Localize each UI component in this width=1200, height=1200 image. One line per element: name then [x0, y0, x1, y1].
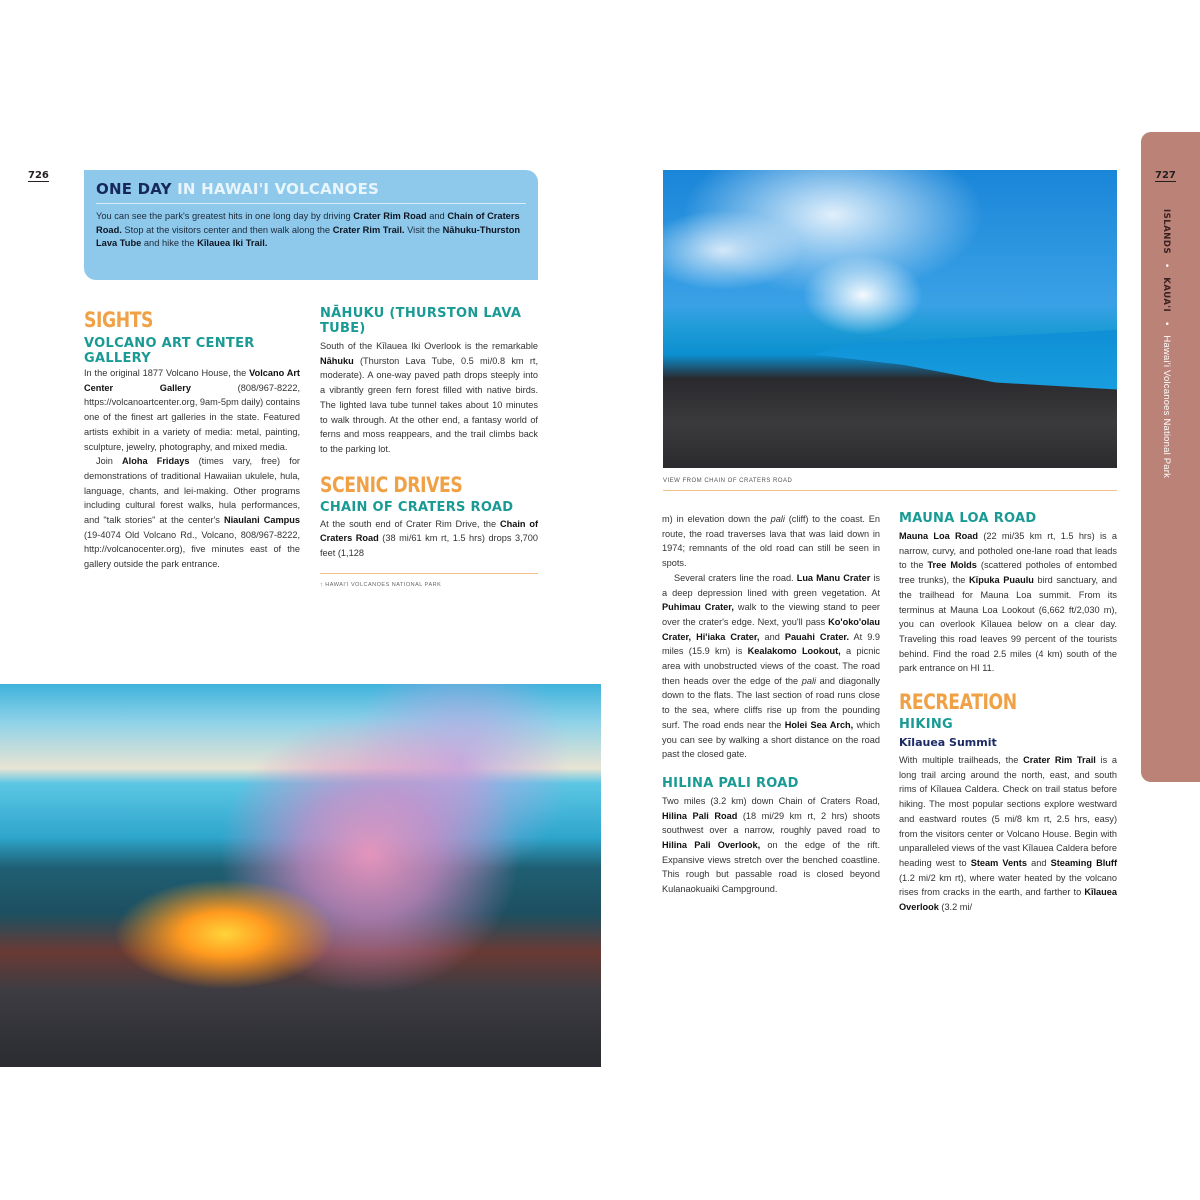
bold-term: Crater Rim Road: [353, 211, 427, 221]
bold-term: Tree Molds: [927, 560, 977, 571]
one-day-body: You can see the park's greatest hits in one long day by driving Crater Rim Road and Chain of Craters Road. Stop at the visitors center and then walk along the Crater Rim Trail. Visit the Nāhuku-Thurston Lava Tube and hike the Kīlauea Iki Trail.: [96, 211, 521, 248]
heading-nahuku: NĀHUKU (THURSTON LAVA TUBE): [320, 306, 522, 336]
italic-term: pali: [801, 675, 817, 686]
heading-hilina-pali-road: HILINA PALI ROAD: [662, 775, 799, 791]
paragraph: With multiple trailheads, the Crater Rim Trail is a long trail arcing around the north, east, and south rims of Kīlauea Caldera. Check on trail status before hiking. The most popular sections explore westward and eastward routes (5 mi/8 km rt, 2.5 hrs, easy) from the visitors center or Volcano House. Begin with unparalleled views of the vast Kīlauea Caldera before heading west to Steam Vents and Steaming Bluff (1.2 mi/2 km rt), where water heated by the volcano rises from cracks in the earth, and farther to Kīlauea Overlook (3.2 mi/: [899, 755, 1118, 913]
bold-term: Lua Manu Crater: [796, 572, 871, 583]
one-day-sidebar: [84, 170, 538, 280]
heading-volcano-art-center: VOLCANO ART CENTER GALLERY: [84, 336, 255, 366]
column-4: [899, 511, 1117, 915]
photo-lava-coast: [663, 170, 1117, 468]
bold-term: Niaulani Campus: [223, 515, 300, 526]
heading-recreation: RECREATION: [899, 690, 1017, 715]
one-day-title: [96, 179, 526, 199]
paragraph: At the south end of Crater Rim Drive, the Chain of Craters Road (38 mi/61 km rt, 1.5 hrs) drops 3,700 feet (1,128: [320, 518, 539, 559]
paragraph: In the original 1877 Volcano House, the Volcano Art Center Gallery (808/967-8222, https://volcanoartcenter.org, 9am-5pm daily) contains one of the finest art galleries in the state. Featured artists exhibit in a variety of media: metal, painting, sculpture, jewelry, photography, and mixed media.: [84, 368, 301, 452]
italic-term: pali: [770, 514, 785, 524]
bold-term: Chain of Craters Road.: [96, 211, 520, 235]
bold-term: Crater Rim Trail.: [332, 224, 405, 235]
bold-term: Puhimau Crater,: [662, 602, 734, 613]
bold-term: Kealakomo Lookout,: [747, 646, 841, 657]
bold-term: Kīpuka Puaulu: [969, 575, 1034, 586]
photo-credit: ↑ HAWAI'I VOLCANOES NATIONAL PARK: [320, 581, 442, 588]
bold-term: Aloha Fridays: [122, 456, 190, 467]
page-number-left: 726: [28, 170, 49, 181]
divider: [96, 203, 526, 204]
photo-caption: VIEW FROM CHAIN OF CRATERS ROAD: [663, 478, 793, 484]
section-label: ISLANDS: [1161, 209, 1171, 255]
subsection-label: KAUA'I: [1161, 277, 1171, 313]
bold-term: Nāhuku-Thurston Lava Tube: [96, 224, 521, 248]
heading-mauna-loa-road: MAUNA LOA ROAD: [899, 511, 1037, 526]
paragraph: Mauna Loa Road (22 mi/35 km rt, 1.5 hrs) is a narrow, curvy, and potholed one-lane road that leads to the Tree Molds (scattered potholes of entombed tree trunks), the Kīpuka Puaulu bird sanctuary, and the trailhead for Mauna Loa summit. From its terminus at Mauna Loa Lookout (6,662 ft/2,030 m), you can overlook Kīlauea below on a clear day. Traveling this road leaves 99 percent of the tourists behind. Find the road 2.5 miles (4 km) south of the park entrance on HI 11.: [899, 531, 1117, 674]
paragraph: Two miles (3.2 km) down Chain of Craters Road, Hilina Pali Road (18 mi/29 km rt, 2 hrs) shoots southwest over a narrow, roughly paved road to Hilina Pali Overlook, on the edge of the rift. Expansive views stretch over the benched coastline. This rough but passable road is closed beyond Kulanaokuaiki Campground.: [662, 795, 880, 895]
bold-term: Holei Sea Arch,: [784, 719, 854, 730]
column-1: [84, 308, 300, 572]
column-3: [662, 512, 880, 897]
one-day-title-dark: ONE DAY: [96, 180, 172, 198]
bold-term: Chain of Craters Road: [320, 518, 539, 544]
one-day-title-light: IN HAWAI'I VOLCANOES: [177, 180, 380, 198]
bold-term: Steaming Bluff: [1050, 857, 1118, 868]
heading-kilauea-summit: Kīlauea Summit: [899, 736, 997, 750]
bold-term: Hilina Pali Road: [662, 810, 738, 821]
heading-chain-of-craters: CHAIN OF CRATERS ROAD: [320, 499, 514, 515]
divider: [663, 490, 1117, 491]
bold-term: Mauna Loa Road: [899, 531, 979, 541]
heading-sights: SIGHTS: [84, 308, 154, 332]
divider: [320, 573, 538, 574]
page-number-right: 727: [1155, 170, 1176, 181]
bullet-icon: •: [1161, 322, 1172, 326]
column-2: [320, 306, 538, 592]
paragraph: Join Aloha Fridays (times vary, free) for demonstrations of traditional Hawaiian ukulele, hula, language, chants, and lei-making. Other programs including cultural forest walks, hula performances, and "talk stories" at the center's Niaulani Campus (19-4074 Old Volcano Rd., Volcano, 808/967-8222, http://volcanocenter.org), five minutes east of the gallery outside the park entrance.: [84, 456, 300, 570]
bold-term: Kīlauea Iki Trail.: [197, 238, 268, 248]
running-header: [1161, 209, 1172, 478]
bold-term: Hilina Pali Overlook,: [662, 840, 761, 851]
bold-term: Volcano Art Center Gallery: [84, 368, 300, 393]
bold-term: Ko'oko'olau Crater, Hi'iaka Crater,: [662, 616, 880, 642]
bold-term: Kīlauea Overlook: [899, 887, 1117, 913]
bold-term: Nāhuku: [320, 355, 354, 366]
heading-scenic-drives: SCENIC DRIVES: [320, 472, 463, 497]
bold-term: Crater Rim Trail: [1023, 755, 1096, 766]
chapter-label: Hawai'i Volcanoes National Park: [1161, 335, 1172, 479]
paragraph: m) in elevation down the pali (cliff) to the coast. En route, the road traverses lava that was laid down in 1974; remnants of the old road can still be seen in spots.: [662, 514, 881, 569]
paragraph: Several craters line the road. Lua Manu Crater is a deep depression lined with green vegetation. At Puhimau Crater, walk to the viewing stand to peer over the crater's edge. Next, you'll pass Ko'oko'olau Crater, Hi'iaka Crater, and Pauahi Crater. At 9.9 miles (15.9 km) is Kealakomo Lookout, a picnic area with unobstructed views of the coast. The road then heads over the edge of the pali and diagonally down to the flats. The last section of road runs close to the sea, where cliffs rise up from the pounding surf. The road ends near the Holei Sea Arch, which you can see by walking a short distance on the road past the closed gate.: [662, 572, 881, 760]
heading-hiking: HIKING: [899, 717, 953, 733]
bold-term: Pauahi Crater.: [784, 631, 850, 642]
paragraph: South of the Kīlauea Iki Overlook is the remarkable Nāhuku (Thurston Lava Tube, 0.5 mi/0.8 km rt, moderate). A one-way paved path drops steeply into a vibrantly green fern forest filled with native birds. The lighted lava tube tunnel takes about 10 minutes to walk through. At the other end, a fantasy world of ferns and moss reappears, and the trail climbs back to the parking lot.: [320, 341, 538, 454]
bold-term: Steam Vents: [970, 857, 1027, 868]
photo-kilauea-crater: [0, 684, 601, 1067]
bullet-icon: •: [1161, 263, 1172, 268]
photo-ocean: [813, 330, 1117, 400]
